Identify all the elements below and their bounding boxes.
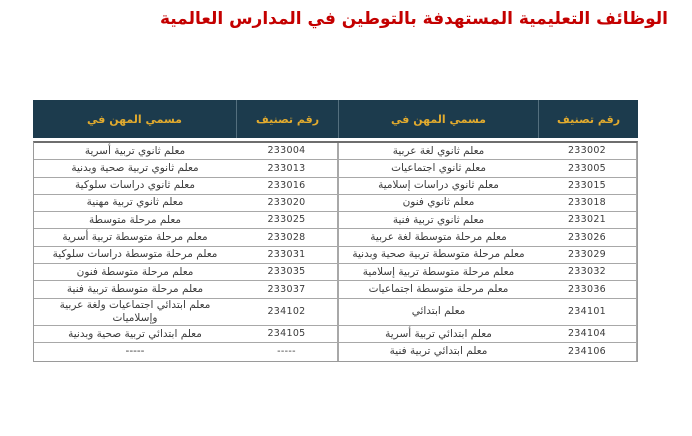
classification-code-cell: 233031: [236, 247, 338, 264]
classification-code-cell: 233035: [236, 264, 338, 281]
classification-code-cell: 233005: [538, 160, 637, 177]
header-job-title-left: مسمي المهن في: [87, 112, 182, 126]
job-title-cell: معلم ابتدائي تربية أسرية: [338, 326, 538, 343]
job-title-cell: معلم ثانوي فنون: [338, 195, 538, 212]
table-row: [34, 178, 637, 195]
job-title-cell: -----: [125, 345, 145, 358]
classification-code-cell: 234104: [538, 326, 637, 343]
table-body: [33, 141, 638, 362]
jobs-table: [33, 100, 638, 362]
page-title: الوظائف التعليمية المستهدفة بالتوطين في المدارس العالمية: [159, 9, 668, 29]
classification-code-cell: 234102: [236, 299, 338, 326]
classification-code-cell: 233004: [236, 143, 338, 160]
table-row: [34, 247, 637, 264]
classification-code-cell: 233026: [538, 229, 637, 246]
table-row: [34, 229, 637, 246]
classification-code-cell: 233032: [538, 264, 637, 281]
job-title-cell: معلم ثانوي تربية أسرية: [34, 143, 236, 160]
job-title-cell: معلم ابتدائي اجتماعيات ولغة عربية وإسلاميات: [34, 299, 236, 326]
job-title-cell: معلم ثانوي دراسات سلوكية: [34, 178, 236, 195]
table-row: [34, 160, 637, 177]
table-row: [34, 143, 637, 160]
classification-code-cell: 234101: [538, 299, 637, 326]
table-row: [34, 299, 637, 326]
table-row: [34, 195, 637, 212]
job-title-cell: معلم مرحلة متوسطة اجتماعيات: [338, 281, 538, 298]
job-title-cell: معلم مرحلة متوسطة تربية إسلامية: [338, 264, 538, 281]
job-title-cell: معلم ثانوي تربية فنية: [338, 212, 538, 229]
table-row: [34, 212, 637, 229]
job-title-cell: معلم ثانوي تربية صحية وبدنية: [34, 160, 236, 177]
classification-code-cell: 233037: [236, 281, 338, 298]
classification-code-cell: 233016: [236, 178, 338, 195]
job-title-cell: معلم مرحلة متوسطة: [34, 212, 236, 229]
header-job-title-right: مسمي المهن في: [338, 100, 538, 138]
classification-code-cell: 233025: [236, 212, 338, 229]
job-title-cell: معلم مرحلة متوسطة فنون: [34, 264, 236, 281]
job-title-cell: معلم مرحلة متوسطة دراسات سلوكية: [34, 247, 236, 264]
classification-code-cell: 233018: [538, 195, 637, 212]
job-title-cell: معلم ثانوي دراسات إسلامية: [338, 178, 538, 195]
classification-code-cell: -----: [236, 343, 338, 360]
classification-code-cell: 233029: [538, 247, 637, 264]
classification-code-cell: 233028: [236, 229, 338, 246]
job-title-cell: معلم ثانوي اجتماعيات: [338, 160, 538, 177]
job-title-cell: معلم ابتدائي تربية فنية: [338, 343, 538, 360]
table-row: [34, 264, 637, 281]
job-title-cell: معلم مرحلة متوسطة تربية صحية وبدنية: [338, 247, 538, 264]
job-title-cell: معلم ثانوي لغة عربية: [338, 143, 538, 160]
classification-code-cell: 233036: [538, 281, 637, 298]
job-title-cell: معلم ابتدائي: [338, 299, 538, 326]
job-title-cell: معلم مرحلة متوسطة لغة عربية: [338, 229, 538, 246]
classification-code-cell: 234105: [236, 326, 338, 343]
table-header-row: [33, 100, 638, 138]
job-title-cell: معلم ثانوي تربية مهنية: [34, 195, 236, 212]
header-classification-code-right: رقم تصنيف: [538, 100, 638, 138]
table-row: [34, 326, 637, 343]
table-row: [34, 343, 637, 360]
classification-code-cell: 233015: [538, 178, 637, 195]
job-title-cell: معلم ابتدائي تربية صحية وبدنية: [34, 326, 236, 343]
table-row: [34, 281, 637, 298]
header-classification-code-left: رقم تصنيف: [236, 100, 338, 138]
classification-code-cell: 233021: [538, 212, 637, 229]
classification-code-cell: 233013: [236, 160, 338, 177]
classification-code-cell: 233002: [538, 143, 637, 160]
job-title-cell: معلم مرحلة متوسطة تربية فنية: [34, 281, 236, 298]
job-title-cell: معلم مرحلة متوسطة تربية أسرية: [34, 229, 236, 246]
classification-code-cell: 233020: [236, 195, 338, 212]
classification-code-cell: 234106: [538, 343, 637, 360]
